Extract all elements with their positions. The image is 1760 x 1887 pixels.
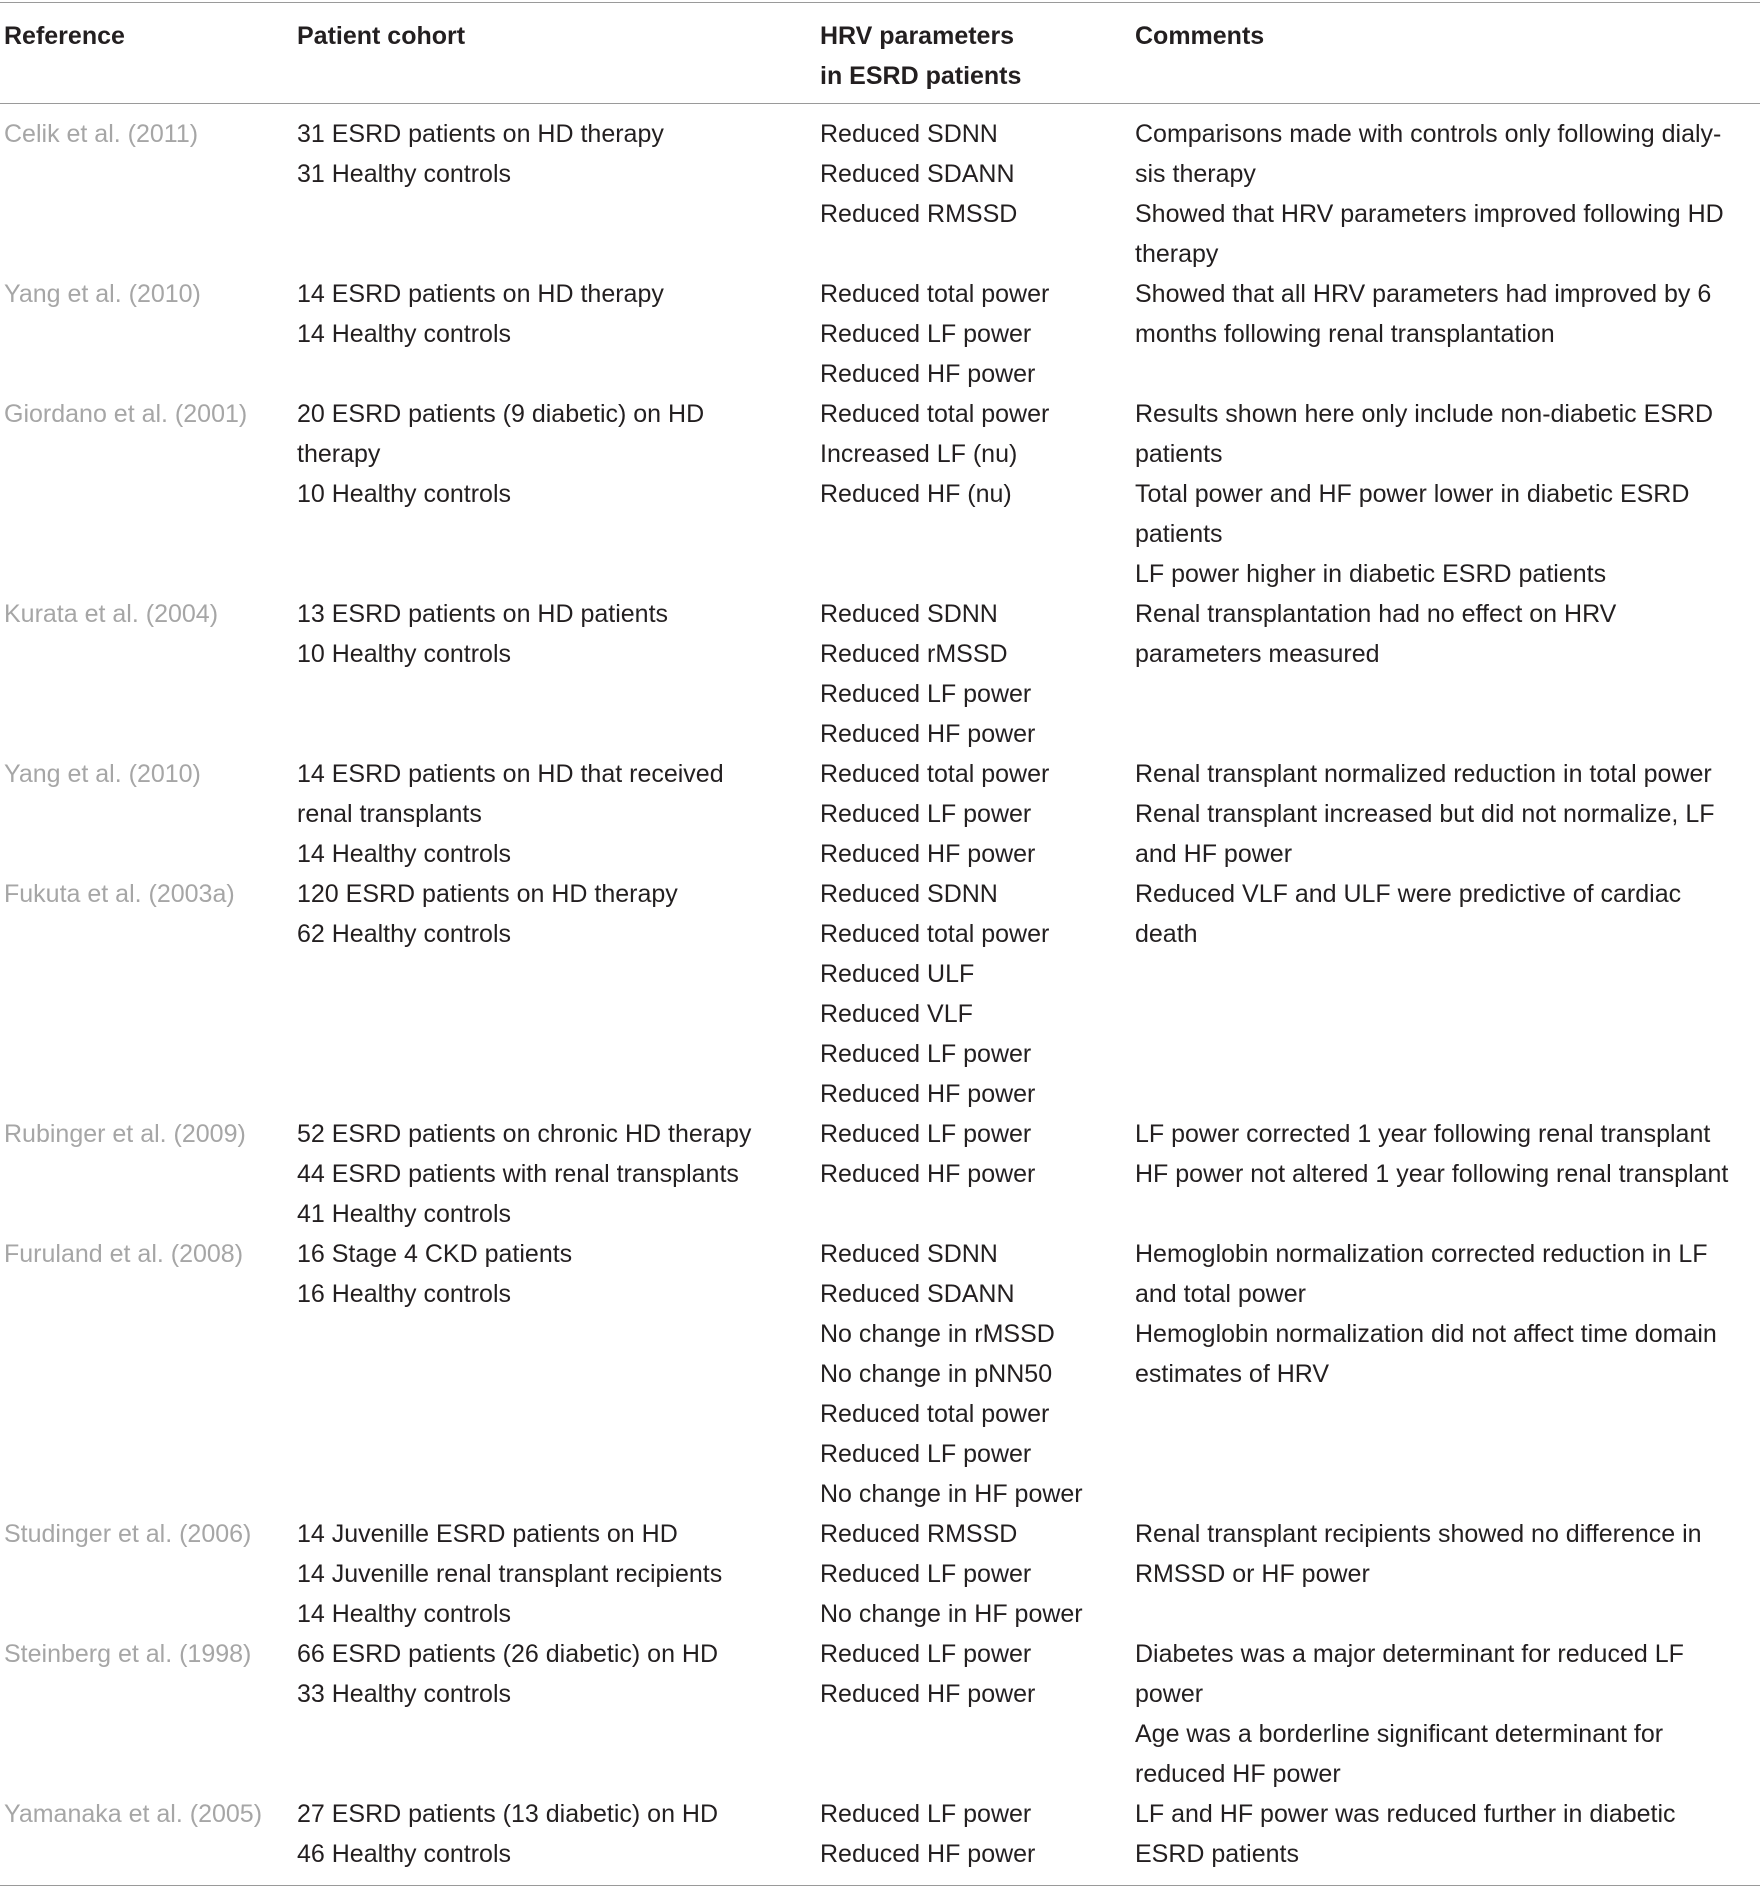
hrv-cell-line: Reduced LF power [820, 1800, 1032, 1828]
hrv-cell-line: No change in pNN50 [820, 1360, 1053, 1388]
hrv-cell-line: Reduced SDNN [820, 600, 998, 628]
reference-cell-line: Yamanaka et al. (2005) [4, 1800, 263, 1828]
cohort-cell-line: 14 Healthy controls [297, 840, 512, 868]
hrv-cell-line: Reduced LF power [820, 1120, 1032, 1148]
comments-cell-line: Results shown here only include non-diabetic ESRD [1135, 400, 1714, 428]
hrv-cell-line: Reduced HF power [820, 840, 1036, 868]
reference-cell-line: Giordano et al. (2001) [4, 400, 248, 428]
comments-cell-line: estimates of HRV [1135, 1360, 1330, 1388]
comments-cell-line: LF and HF power was reduced further in diabetic [1135, 1800, 1676, 1828]
hrv-cell [820, 1634, 1120, 1714]
cohort-cell-line: 62 Healthy controls [297, 920, 512, 948]
hrv-cell [820, 1514, 1120, 1634]
hrv-cell-line: No change in rMSSD [820, 1320, 1055, 1348]
header-hrv-parameters [820, 16, 1021, 96]
comments-cell [1135, 1634, 1755, 1794]
cohort-cell-line: 14 Healthy controls [297, 320, 512, 348]
table-row [0, 1234, 1760, 1514]
cohort-cell-line: 27 ESRD patients (13 diabetic) on HD [297, 1800, 719, 1828]
comments-cell [1135, 754, 1755, 874]
hrv-cell-line: Reduced LF power [820, 680, 1032, 708]
comments-cell-line: Showed that all HRV parameters had improved by 6 [1135, 280, 1712, 308]
table-row [0, 874, 1760, 1114]
hrv-cell [820, 274, 1120, 394]
table-row [0, 754, 1760, 874]
table-top-rule [0, 2, 1760, 3]
reference-cell-line: Yang et al. (2010) [4, 280, 201, 308]
comments-cell [1135, 1234, 1755, 1394]
comments-cell [1135, 274, 1755, 354]
reference-cell [4, 1794, 262, 1834]
header-hrv-line2: in ESRD patients [820, 62, 1022, 90]
header-comments: Comments [1135, 22, 1265, 50]
comments-cell-line: Renal transplant recipients showed no difference in [1135, 1520, 1702, 1548]
comments-cell-line: and HF power [1135, 840, 1293, 868]
reference-cell [4, 114, 198, 154]
hrv-cell-line: Reduced HF power [820, 720, 1036, 748]
reference-cell-line: Furuland et al. (2008) [4, 1240, 244, 1268]
cohort-cell [297, 1114, 797, 1234]
cohort-cell-line: 14 Healthy controls [297, 1600, 512, 1628]
cohort-cell [297, 1514, 797, 1634]
comments-cell-line: Reduced VLF and ULF were predictive of cardiac [1135, 880, 1682, 908]
comments-cell-line: LF power corrected 1 year following renal transplant [1135, 1120, 1711, 1148]
hrv-cell-line: No change in HF power [820, 1480, 1083, 1508]
comments-cell-line: Renal transplant normalized reduction in total power [1135, 760, 1712, 788]
comments-cell [1135, 594, 1755, 674]
hrv-cell-line: Reduced LF power [820, 1040, 1032, 1068]
hrv-cell [820, 114, 1120, 234]
comments-cell-line: Total power and HF power lower in diabetic ESRD [1135, 480, 1690, 508]
cohort-cell [297, 1634, 797, 1714]
hrv-cell [820, 394, 1120, 514]
comments-cell-line: patients [1135, 520, 1223, 548]
comments-cell-line: Age was a borderline significant determinant for [1135, 1720, 1664, 1748]
table-row [0, 1634, 1760, 1794]
hrv-cell-line: Reduced rMSSD [820, 640, 1008, 668]
reference-cell-line: Rubinger et al. (2009) [4, 1120, 246, 1148]
reference-cell-line: Fukuta et al. (2003a) [4, 880, 235, 908]
hrv-cell-line: No change in HF power [820, 1600, 1083, 1628]
cohort-cell-line: 14 Juvenille renal transplant recipients [297, 1560, 723, 1588]
cohort-cell-line: 31 ESRD patients on HD therapy [297, 120, 664, 148]
cohort-cell-line: 13 ESRD patients on HD patients [297, 600, 669, 628]
reference-cell [4, 1234, 243, 1274]
hrv-cell-line: Reduced LF power [820, 800, 1032, 828]
hrv-cell-line: Reduced ULF [820, 960, 975, 988]
cohort-cell-line: 46 Healthy controls [297, 1840, 512, 1868]
comments-cell-line: Renal transplant increased but did not normalize, LF [1135, 800, 1715, 828]
reference-cell [4, 1634, 251, 1674]
cohort-cell [297, 754, 797, 874]
reference-cell-line: Celik et al. (2011) [4, 120, 199, 148]
cohort-cell-line: 33 Healthy controls [297, 1680, 512, 1708]
reference-cell-line: Kurata et al. (2004) [4, 600, 219, 628]
reference-cell [4, 1114, 246, 1154]
table-row [0, 114, 1760, 274]
reference-cell [4, 394, 247, 434]
cohort-cell-line: 10 Healthy controls [297, 640, 512, 668]
hrv-cell [820, 1114, 1120, 1194]
comments-cell-line: patients [1135, 440, 1223, 468]
cohort-cell [297, 594, 797, 674]
hrv-cell-line: Reduced SDNN [820, 1240, 998, 1268]
reference-cell-line: Yang et al. (2010) [4, 760, 201, 788]
comments-cell-line: Showed that HRV parameters improved following HD [1135, 200, 1724, 228]
hrv-cell-line: Reduced LF power [820, 320, 1032, 348]
cohort-cell-line: therapy [297, 440, 381, 468]
comments-cell-line: LF power higher in diabetic ESRD patients [1135, 560, 1607, 588]
hrv-cell [820, 594, 1120, 754]
table-row [0, 274, 1760, 394]
cohort-cell-line: renal transplants [297, 800, 482, 828]
comments-cell-line: parameters measured [1135, 640, 1380, 668]
hrv-cell-line: Reduced total power [820, 920, 1050, 948]
cohort-cell-line: 41 Healthy controls [297, 1200, 512, 1228]
comments-cell [1135, 394, 1755, 594]
header-hrv-line1: HRV parameters [820, 22, 1015, 50]
cohort-cell-line: 120 ESRD patients on HD therapy [297, 880, 678, 908]
hrv-cell-line: Reduced HF power [820, 1680, 1036, 1708]
cohort-cell-line: 44 ESRD patients with renal transplants [297, 1160, 739, 1188]
hrv-cell-line: Reduced HF power [820, 1840, 1036, 1868]
comments-cell-line: HF power not altered 1 year following renal transplant [1135, 1160, 1729, 1188]
table-row [0, 394, 1760, 594]
hrv-cell-line: Reduced RMSSD [820, 200, 1018, 228]
hrv-cell-line: Reduced total power [820, 1400, 1050, 1428]
reference-cell [4, 754, 201, 794]
cohort-cell [297, 1794, 797, 1874]
reference-cell-line: Steinberg et al. (1998) [4, 1640, 252, 1668]
cohort-cell [297, 394, 797, 514]
cohort-cell [297, 1234, 797, 1314]
comments-cell [1135, 1514, 1755, 1594]
hrv-cell-line: Increased LF (nu) [820, 440, 1018, 468]
cohort-cell-line: 14 Juvenille ESRD patients on HD [297, 1520, 678, 1548]
hrv-cell [820, 1234, 1120, 1514]
comments-cell-line: Comparisons made with controls only following dialy- [1135, 120, 1722, 148]
cohort-cell-line: 14 ESRD patients on HD that received [297, 760, 724, 788]
comments-cell-line: Renal transplantation had no effect on HRV [1135, 600, 1617, 628]
hrv-cell-line: Reduced RMSSD [820, 1520, 1018, 1548]
comments-cell-line: Diabetes was a major determinant for reduced LF [1135, 1640, 1684, 1668]
cohort-cell [297, 274, 797, 354]
hrv-cell [820, 754, 1120, 874]
hrv-cell-line: Reduced SDANN [820, 1280, 1015, 1308]
cohort-cell-line: 20 ESRD patients (9 diabetic) on HD [297, 400, 705, 428]
hrv-cell [820, 874, 1120, 1114]
hrv-cell-line: Reduced LF power [820, 1640, 1032, 1668]
comments-cell-line: ESRD patients [1135, 1840, 1299, 1868]
hrv-cell-line: Reduced HF (nu) [820, 480, 1012, 508]
comments-cell-line: power [1135, 1680, 1204, 1708]
hrv-cell [820, 1794, 1120, 1874]
comments-cell-line: and total power [1135, 1280, 1306, 1308]
table-row [0, 594, 1760, 754]
hrv-cell-line: Reduced SDNN [820, 880, 998, 908]
comments-cell-line: Hemoglobin normalization corrected reduction in LF [1135, 1240, 1708, 1268]
comments-cell-line: reduced HF power [1135, 1760, 1341, 1788]
table-row [0, 1794, 1760, 1874]
cohort-cell [297, 114, 797, 194]
comments-cell [1135, 874, 1755, 954]
comments-cell-line: months following renal transplantation [1135, 320, 1555, 348]
cohort-cell-line: 52 ESRD patients on chronic HD therapy [297, 1120, 752, 1148]
hrv-cell-line: Reduced total power [820, 760, 1050, 788]
comments-cell-line: therapy [1135, 240, 1219, 268]
hrv-cell-line: Reduced HF power [820, 1160, 1036, 1188]
hrv-cell-line: Reduced HF power [820, 360, 1036, 388]
table-bottom-rule [0, 1885, 1760, 1886]
comments-cell [1135, 1114, 1755, 1194]
cohort-cell-line: 31 Healthy controls [297, 160, 512, 188]
reference-cell [4, 594, 218, 634]
hrv-cell-line: Reduced SDANN [820, 160, 1015, 188]
table-row [0, 1514, 1760, 1634]
hrv-cell-line: Reduced LF power [820, 1560, 1032, 1588]
hrv-cell-line: Reduced total power [820, 280, 1050, 308]
reference-cell [4, 874, 235, 914]
hrv-cell-line: Reduced SDNN [820, 120, 998, 148]
hrv-cell-line: Reduced total power [820, 400, 1050, 428]
comments-cell [1135, 114, 1755, 274]
cohort-cell-line: 14 ESRD patients on HD therapy [297, 280, 664, 308]
reference-cell [4, 1514, 251, 1554]
comments-cell-line: sis therapy [1135, 160, 1256, 188]
comments-cell-line: Hemoglobin normalization did not affect time domain [1135, 1320, 1717, 1348]
reference-cell [4, 274, 201, 314]
header-reference: Reference [4, 22, 125, 50]
comments-cell-line: RMSSD or HF power [1135, 1560, 1370, 1588]
header-patient-cohort: Patient cohort [297, 22, 466, 50]
table-header-rule [0, 103, 1760, 104]
cohort-cell-line: 16 Stage 4 CKD patients [297, 1240, 573, 1268]
cohort-cell-line: 16 Healthy controls [297, 1280, 512, 1308]
hrv-cell-line: Reduced LF power [820, 1440, 1032, 1468]
cohort-cell [297, 874, 797, 954]
cohort-cell-line: 10 Healthy controls [297, 480, 512, 508]
comments-cell-line: death [1135, 920, 1198, 948]
comments-cell [1135, 1794, 1755, 1874]
table-row [0, 1114, 1760, 1234]
cohort-cell-line: 66 ESRD patients (26 diabetic) on HD [297, 1640, 719, 1668]
hrv-cell-line: Reduced HF power [820, 1080, 1036, 1108]
hrv-cell-line: Reduced VLF [820, 1000, 973, 1028]
reference-cell-line: Studinger et al. (2006) [4, 1520, 252, 1548]
